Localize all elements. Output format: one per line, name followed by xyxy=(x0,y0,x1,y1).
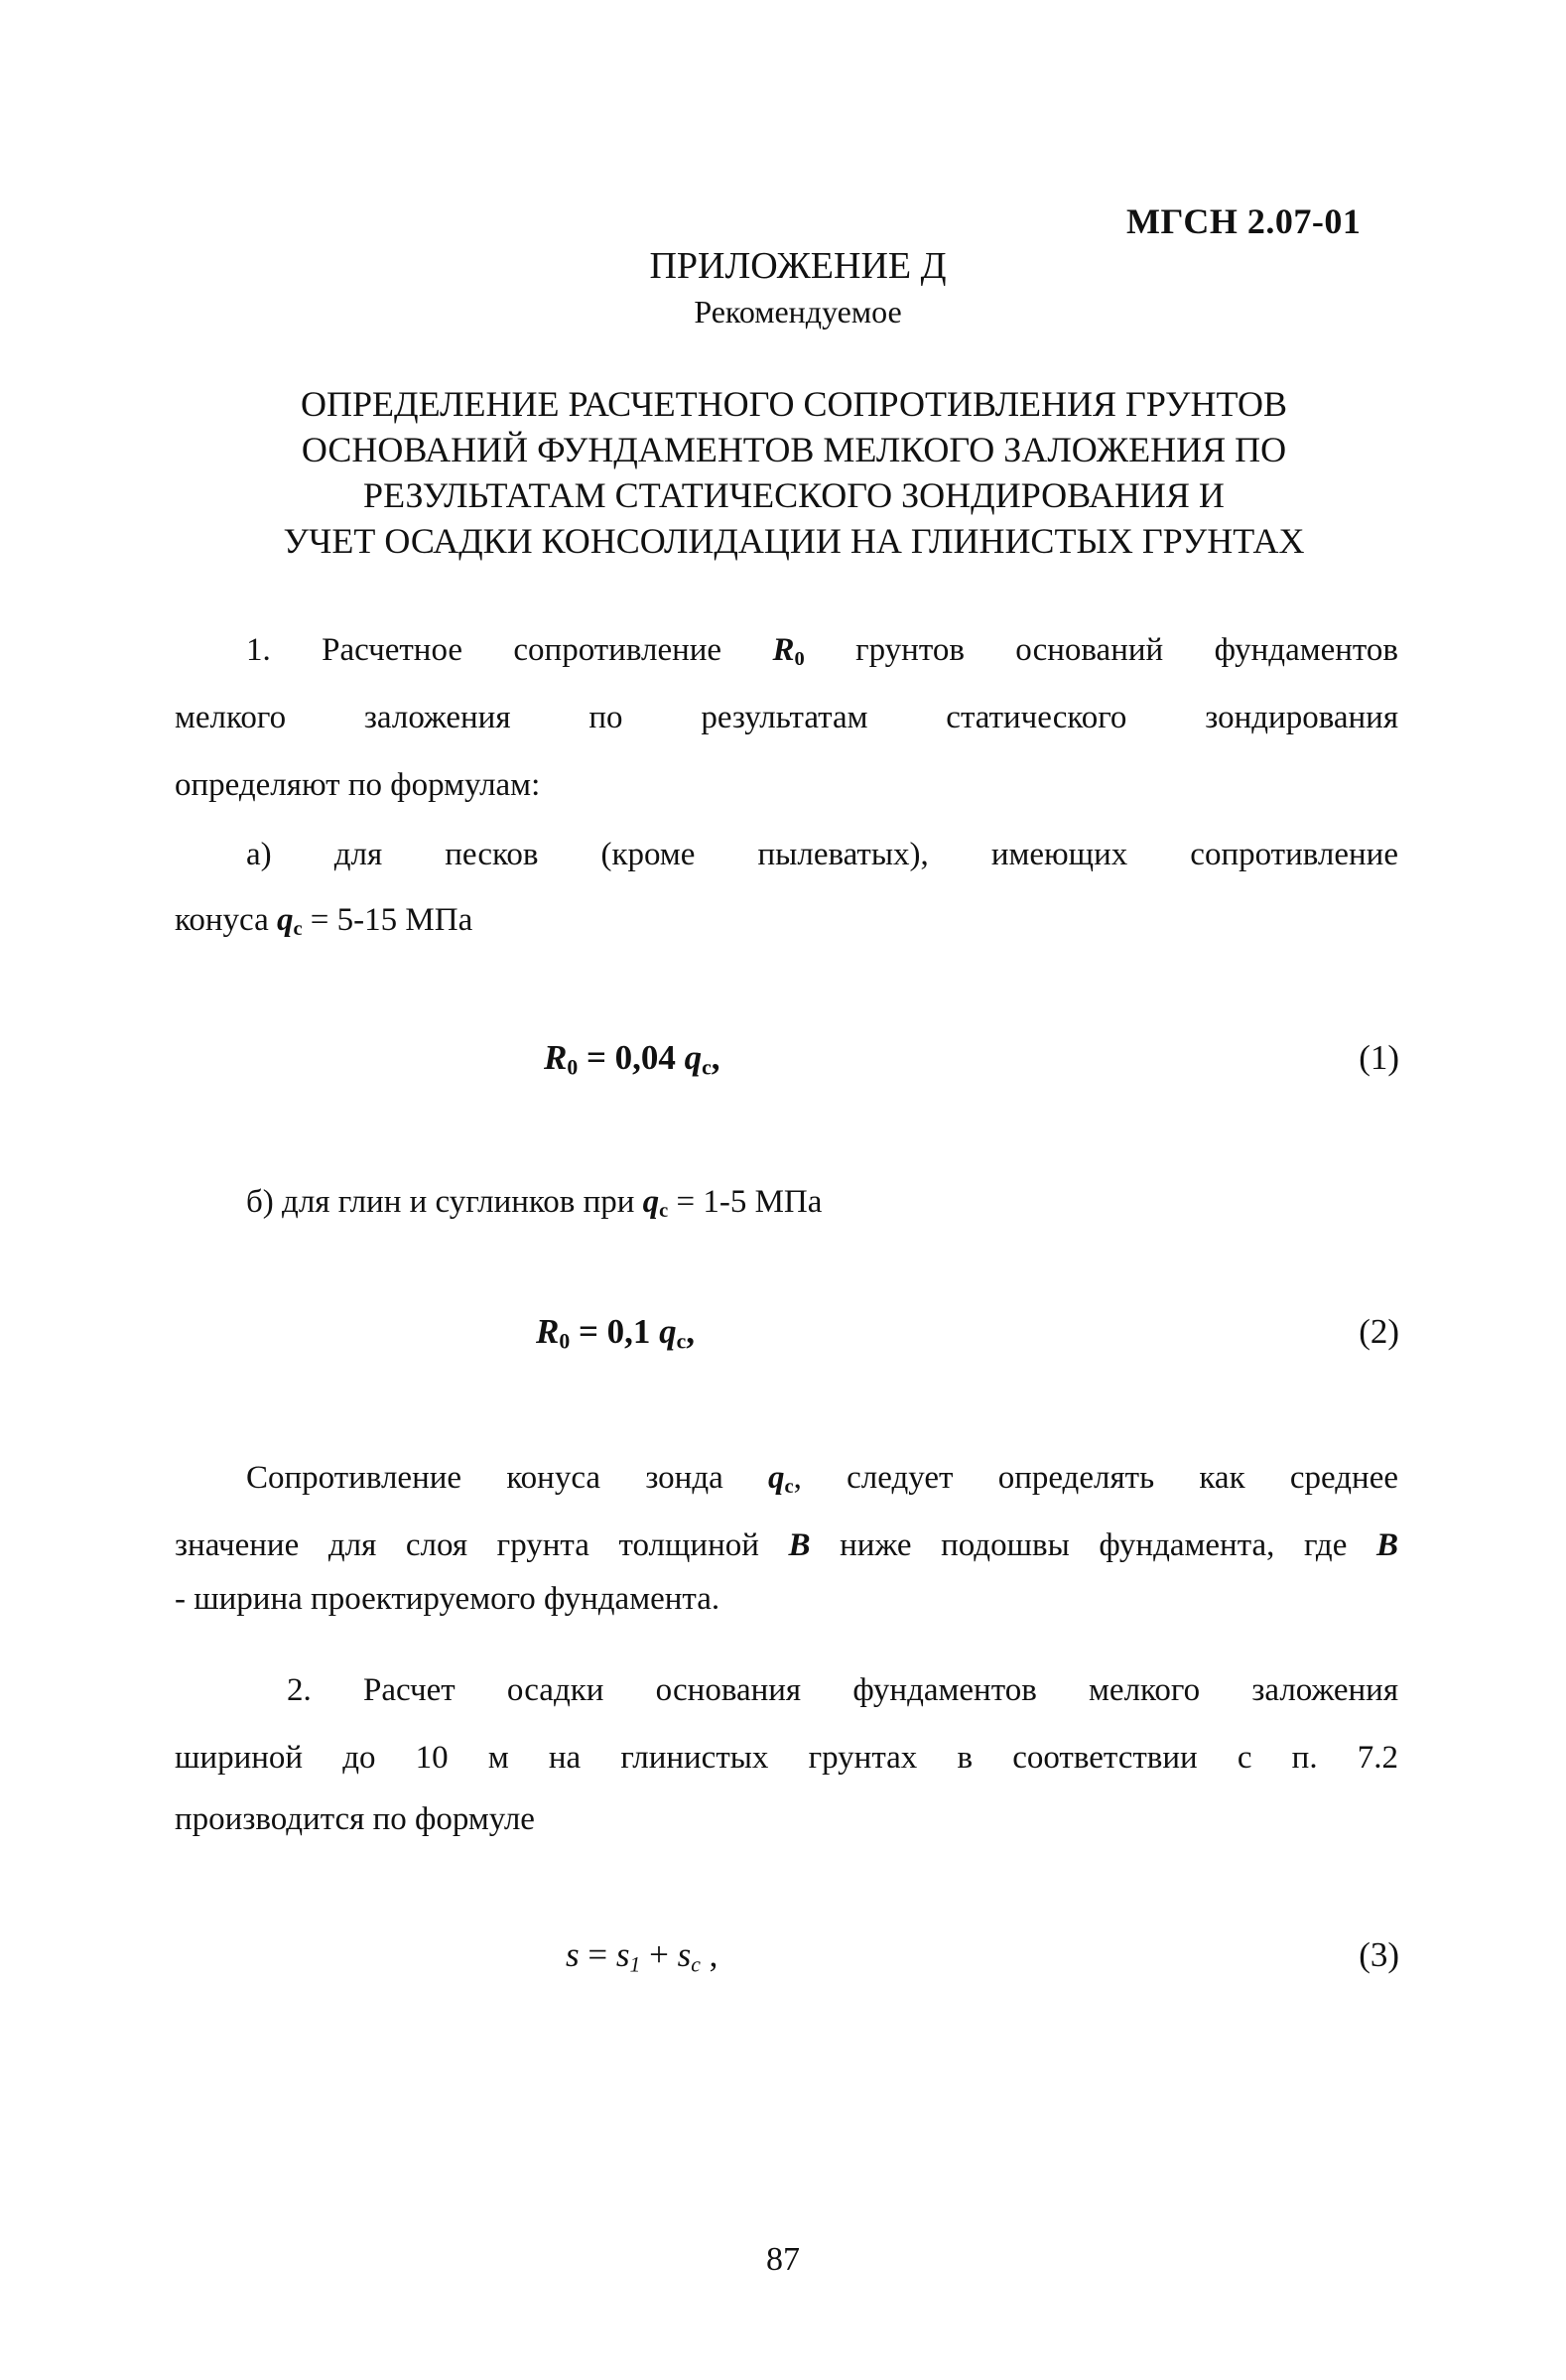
subscript: c xyxy=(293,918,303,941)
variable-s: s xyxy=(615,1935,630,1974)
paragraph-1 xyxy=(175,623,1398,812)
subscript: 0 xyxy=(559,1329,571,1354)
paragraph-line: - ширина проектируемого фундамента. xyxy=(175,1581,720,1617)
item-b xyxy=(175,1175,1398,1229)
text-span: = 5-15 МПа xyxy=(302,902,473,938)
subscript: c xyxy=(784,1476,794,1499)
heading-line: РЕЗУЛЬТАТАМ СТАТИЧЕСКОГО ЗОНДИРОВАНИЯ И xyxy=(363,475,1225,515)
formula-number: (2) xyxy=(1359,1312,1399,1351)
appendix-subtitle: Рекомендуемое xyxy=(694,294,902,330)
subscript: 0 xyxy=(794,648,805,671)
subscript: 1 xyxy=(629,1952,641,1977)
paragraph-line xyxy=(175,1451,1398,1505)
formula-text: + xyxy=(640,1935,678,1974)
variable-s: s xyxy=(566,1935,580,1974)
heading-line: ОСНОВАНИЙ ФУНДАМЕНТОВ МЕЛКОГО ЗАЛОЖЕНИЯ ПО xyxy=(301,430,1287,469)
variable-q: q xyxy=(276,902,294,938)
paragraph-line: 2. Расчет осадки основания фундаментов мелкого заложения xyxy=(287,1672,1398,1708)
document-code: МГСН 2.07-01 xyxy=(1126,201,1362,241)
paragraph-line xyxy=(175,1519,1398,1572)
paragraph-line: производится по формуле xyxy=(175,1801,535,1837)
formula-text: = xyxy=(579,1935,616,1974)
appendix-title: ПРИЛОЖЕНИЕ Д xyxy=(649,245,947,287)
paragraph-line: а) для песков (кроме пылеватых), имеющих сопротивление xyxy=(246,837,1398,872)
variable-q: q xyxy=(684,1038,703,1077)
text-span: б) для глин и суглинков при xyxy=(246,1184,643,1220)
paragraph-line xyxy=(175,623,1398,677)
formula-text: , xyxy=(711,1038,720,1077)
text-span: значение для слоя грунта толщиной xyxy=(175,1527,789,1563)
variable-q: q xyxy=(659,1312,677,1351)
variable-b: B xyxy=(788,1527,811,1563)
formula-number: (3) xyxy=(1359,1935,1399,1974)
paragraph-2 xyxy=(175,1663,1398,1846)
formula-text: = 0,04 xyxy=(578,1038,685,1077)
text-span: Сопротивление конуса зонда xyxy=(246,1460,769,1496)
variable-r: R xyxy=(772,632,795,668)
formula-text: , xyxy=(700,1935,718,1974)
text-span: 1. Расчетное сопротивление xyxy=(246,632,773,668)
text-span: , следует определять как среднее xyxy=(793,1460,1398,1496)
text-span: = 1-5 МПа xyxy=(668,1184,823,1220)
subscript: c xyxy=(691,1952,701,1977)
variable-q: q xyxy=(642,1184,660,1220)
text-span: ниже подошвы фундамента, где xyxy=(810,1527,1376,1563)
paragraph-line xyxy=(175,1175,1398,1229)
formula-text: = 0,1 xyxy=(570,1312,660,1351)
section-heading xyxy=(179,381,1409,564)
heading-line: УЧЕТ ОСАДКИ КОНСОЛИДАЦИИ НА ГЛИНИСТЫХ ГРУНТАХ xyxy=(283,521,1305,561)
formula-3 xyxy=(566,1935,718,1977)
variable-r: R xyxy=(544,1038,568,1077)
variable-s: s xyxy=(677,1935,692,1974)
paragraph-line: определяют по формулам: xyxy=(175,767,541,803)
formula-2 xyxy=(536,1312,695,1354)
formula-number: (1) xyxy=(1359,1038,1399,1077)
paragraph-line: мелкого заложения по результатам статического зондирования xyxy=(175,700,1398,735)
subscript: 0 xyxy=(567,1055,579,1080)
formula-1 xyxy=(544,1038,720,1080)
text-span: грунтов оснований фундаментов xyxy=(804,632,1398,668)
page-number: 87 xyxy=(766,2241,800,2278)
item-a xyxy=(175,828,1398,947)
subscript: c xyxy=(702,1055,712,1080)
variable-q: q xyxy=(768,1460,785,1496)
heading-line: ОПРЕДЕЛЕНИЕ РАСЧЕТНОГО СОПРОТИВЛЕНИЯ ГРУНТОВ xyxy=(301,384,1287,424)
note-paragraph xyxy=(175,1451,1398,1626)
formula-text: , xyxy=(686,1312,696,1351)
subscript: c xyxy=(676,1329,687,1354)
variable-r: R xyxy=(536,1312,560,1351)
paragraph-line xyxy=(175,893,1398,947)
variable-b: B xyxy=(1375,1527,1398,1563)
paragraph-line: шириной до 10 м на глинистых грунтах в соответствии с п. 7.2 xyxy=(175,1740,1398,1776)
subscript: c xyxy=(659,1200,669,1223)
text-span: конуса xyxy=(175,902,277,938)
